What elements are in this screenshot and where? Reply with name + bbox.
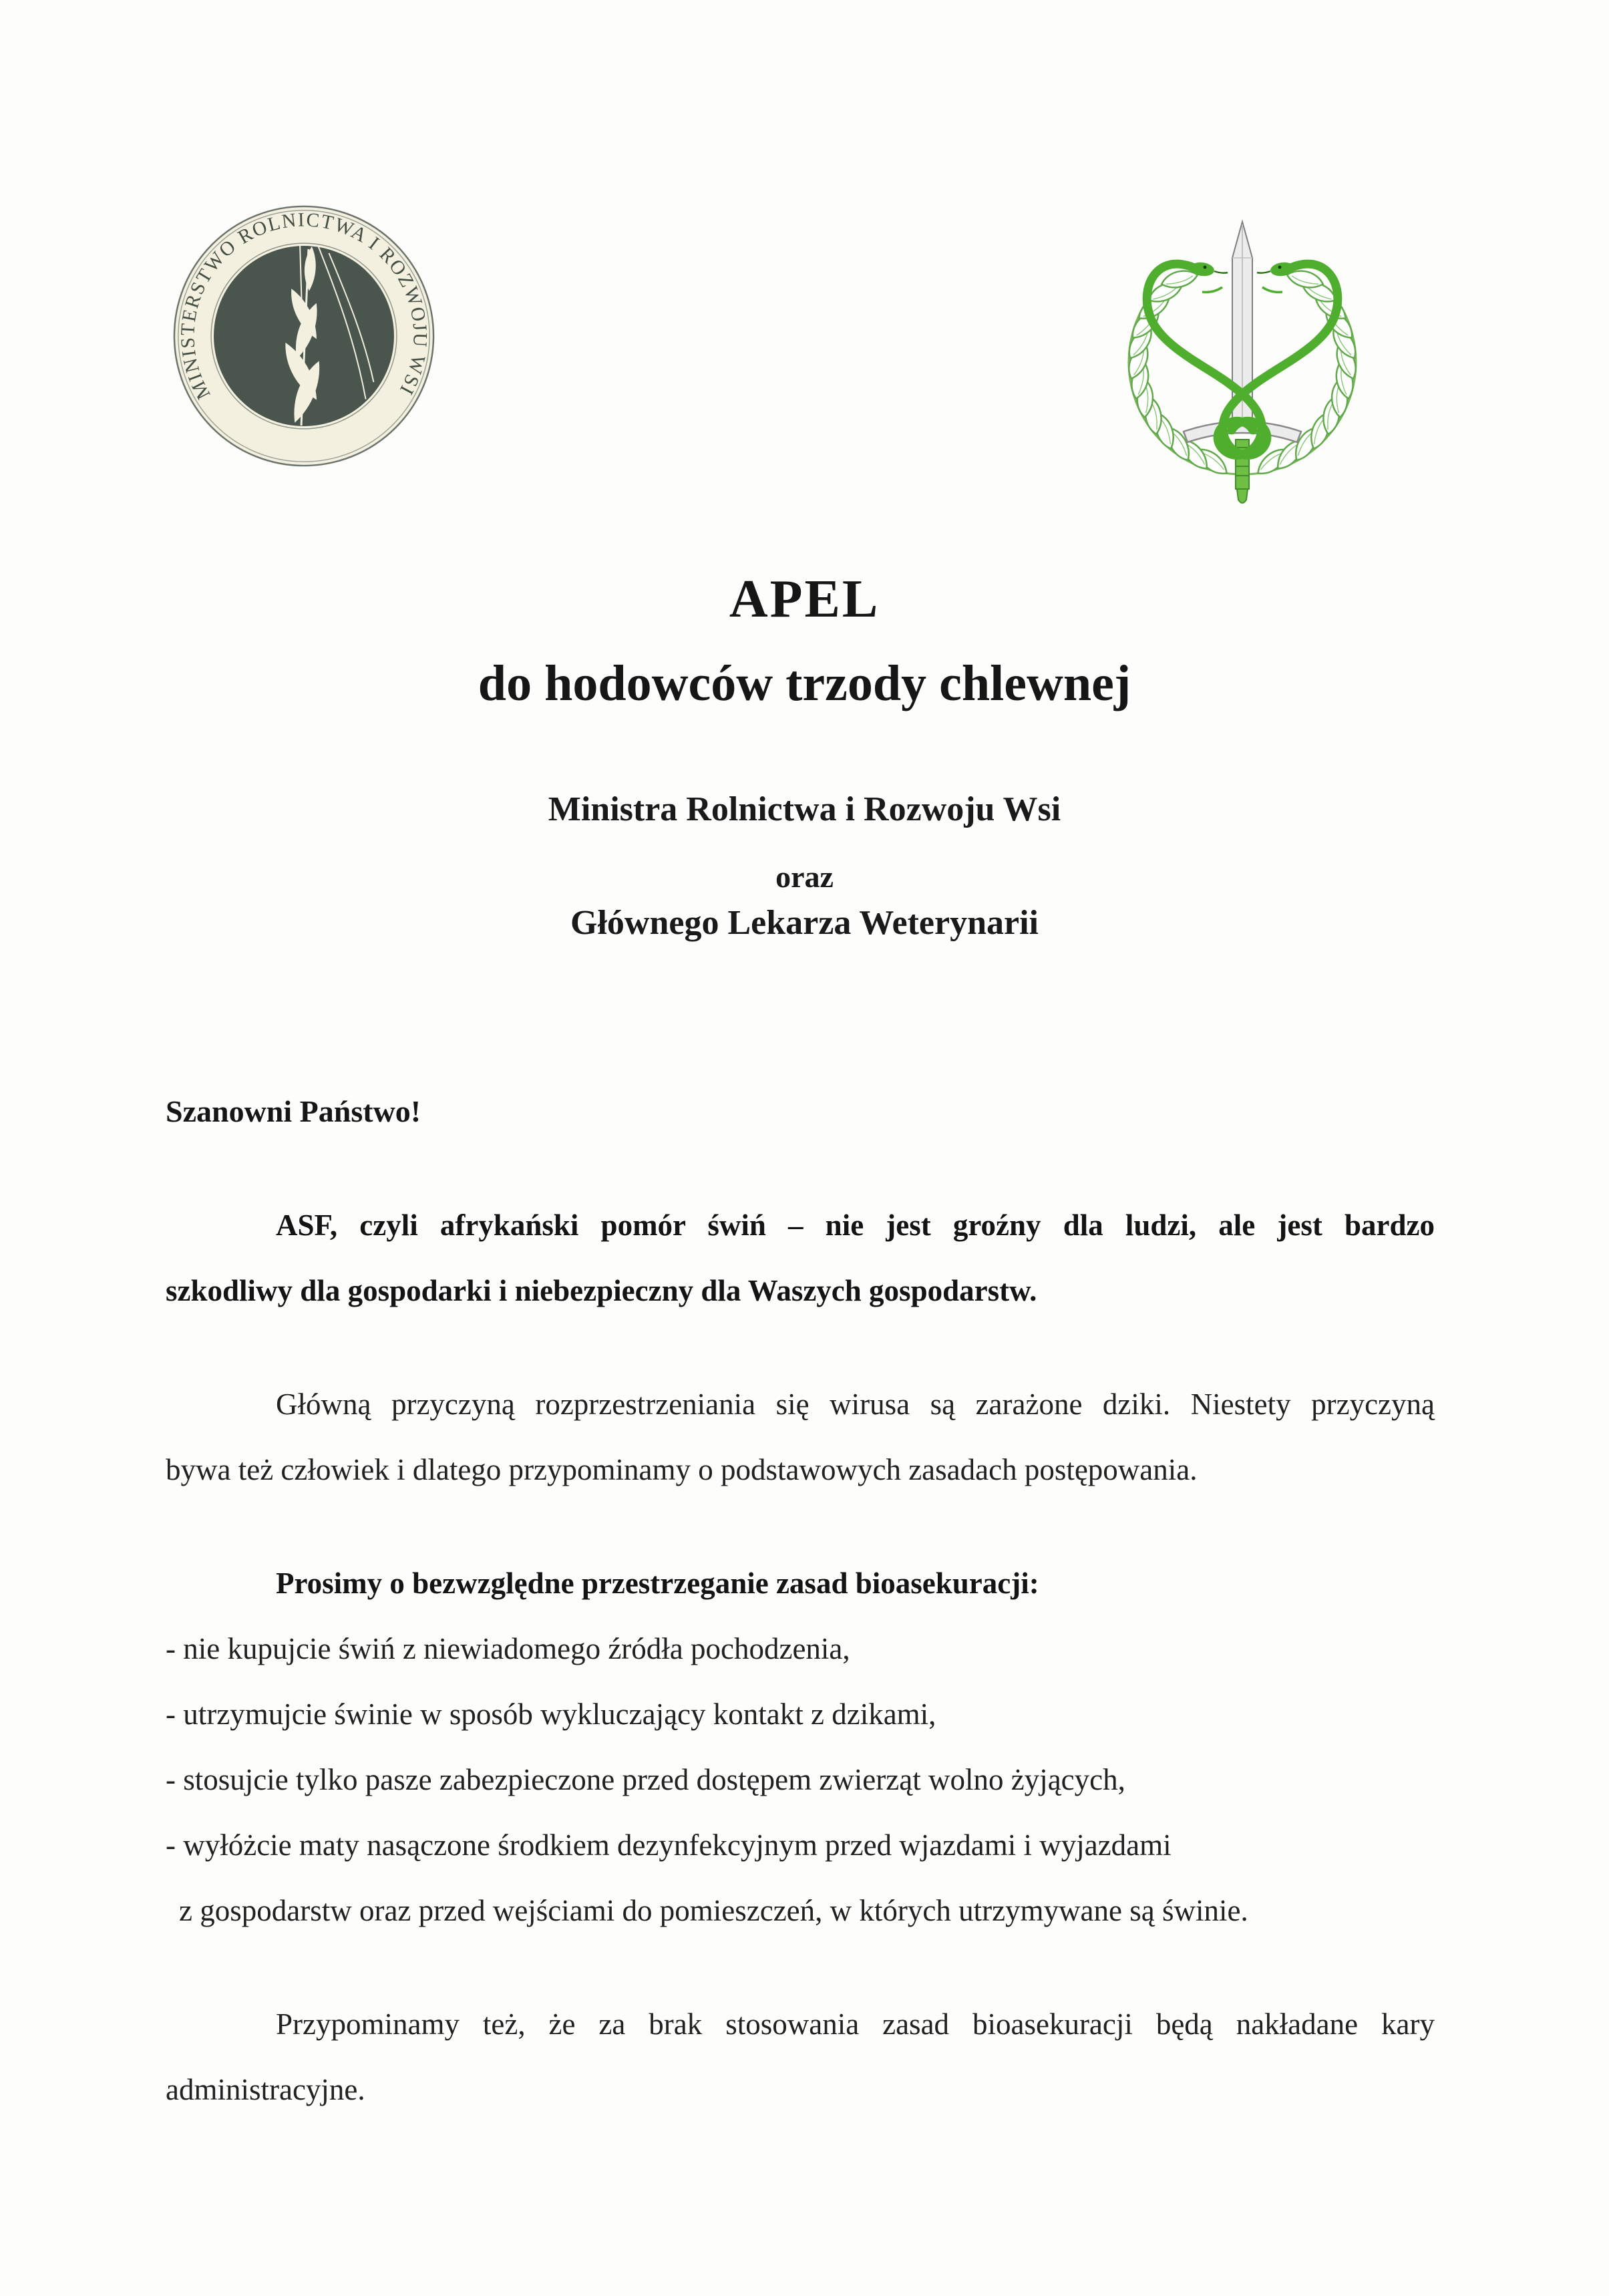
bioasecurity-heading (166, 1550, 1435, 1616)
page-title: APEL (729, 570, 880, 629)
bullet-item: - nie kupujcie świń z niewiadomego źródła pochodzenia, (166, 1632, 850, 1665)
ministry-agriculture-seal (172, 204, 435, 468)
veterinary-inspection-emblem (1107, 200, 1377, 516)
text-line: bywa też człowiek i dlatego przypominamy o podstawowych zasadach postępowania. (166, 1453, 1198, 1486)
salutation: Szanowni Państwo! (166, 1094, 421, 1128)
ministry-seal-graphic (172, 204, 435, 468)
paragraph-penalties (166, 1991, 1435, 2122)
paragraph-asf-warning (166, 1192, 1435, 1323)
text-line: administracyjne. (166, 2073, 365, 2106)
bullet-item: - wyłóżcie maty nasączone środkiem dezynfekcyjnym przed wjazdami i wyjazdami (166, 1828, 1172, 1862)
letter-body (166, 1079, 1435, 2122)
bullet-list (166, 1616, 1435, 1943)
paragraph-virus-cause (166, 1371, 1435, 1502)
text-line: szkodliwy dla gospodarki i niebezpieczny dla Waszych gospodarstw. (166, 1274, 1037, 1307)
text-line: Prosimy o bezwzględne przestrzeganie zasad bioasekuracji: (276, 1567, 1039, 1600)
bullet-item: - utrzymujcie świnie w sposób wykluczający kontakt z dzikami, (166, 1697, 936, 1731)
seal-circular-text: MINISTERSTWO ROLNICTWA I ROZWOJU WSI (177, 209, 431, 403)
bullet-item-continuation: z gospodarstw oraz przed wejściami do pomieszczeń, w których utrzymywane są świnie. (179, 1894, 1248, 1927)
bullet-item: - stosujcie tylko pasze zabezpieczone przed dostępem zwierząt wolno żyjących, (166, 1763, 1125, 1796)
page-subtitle: do hodowców trzody chlewnej (478, 655, 1131, 711)
text-line: Przypominamy też, że za brak stosowania zasad bioasekuracji będą nakładane kary (276, 2007, 1435, 2041)
text-line: Główną przyczyną rozprzestrzeniania się wirusa są zarażone dziki. Niestety przyczyną (276, 1387, 1435, 1421)
author-conjunction: oraz (775, 860, 834, 894)
text-line: ASF, czyli afrykański pomór świń – nie jest groźny dla ludzi, ale jest bardzo (276, 1208, 1435, 1242)
author-minister: Ministra Rolnictwa i Rozwoju Wsi (548, 790, 1061, 828)
vet-emblem-graphic (1107, 200, 1377, 516)
author-chief-vet: Głównego Lekarza Weterynarii (570, 904, 1039, 942)
